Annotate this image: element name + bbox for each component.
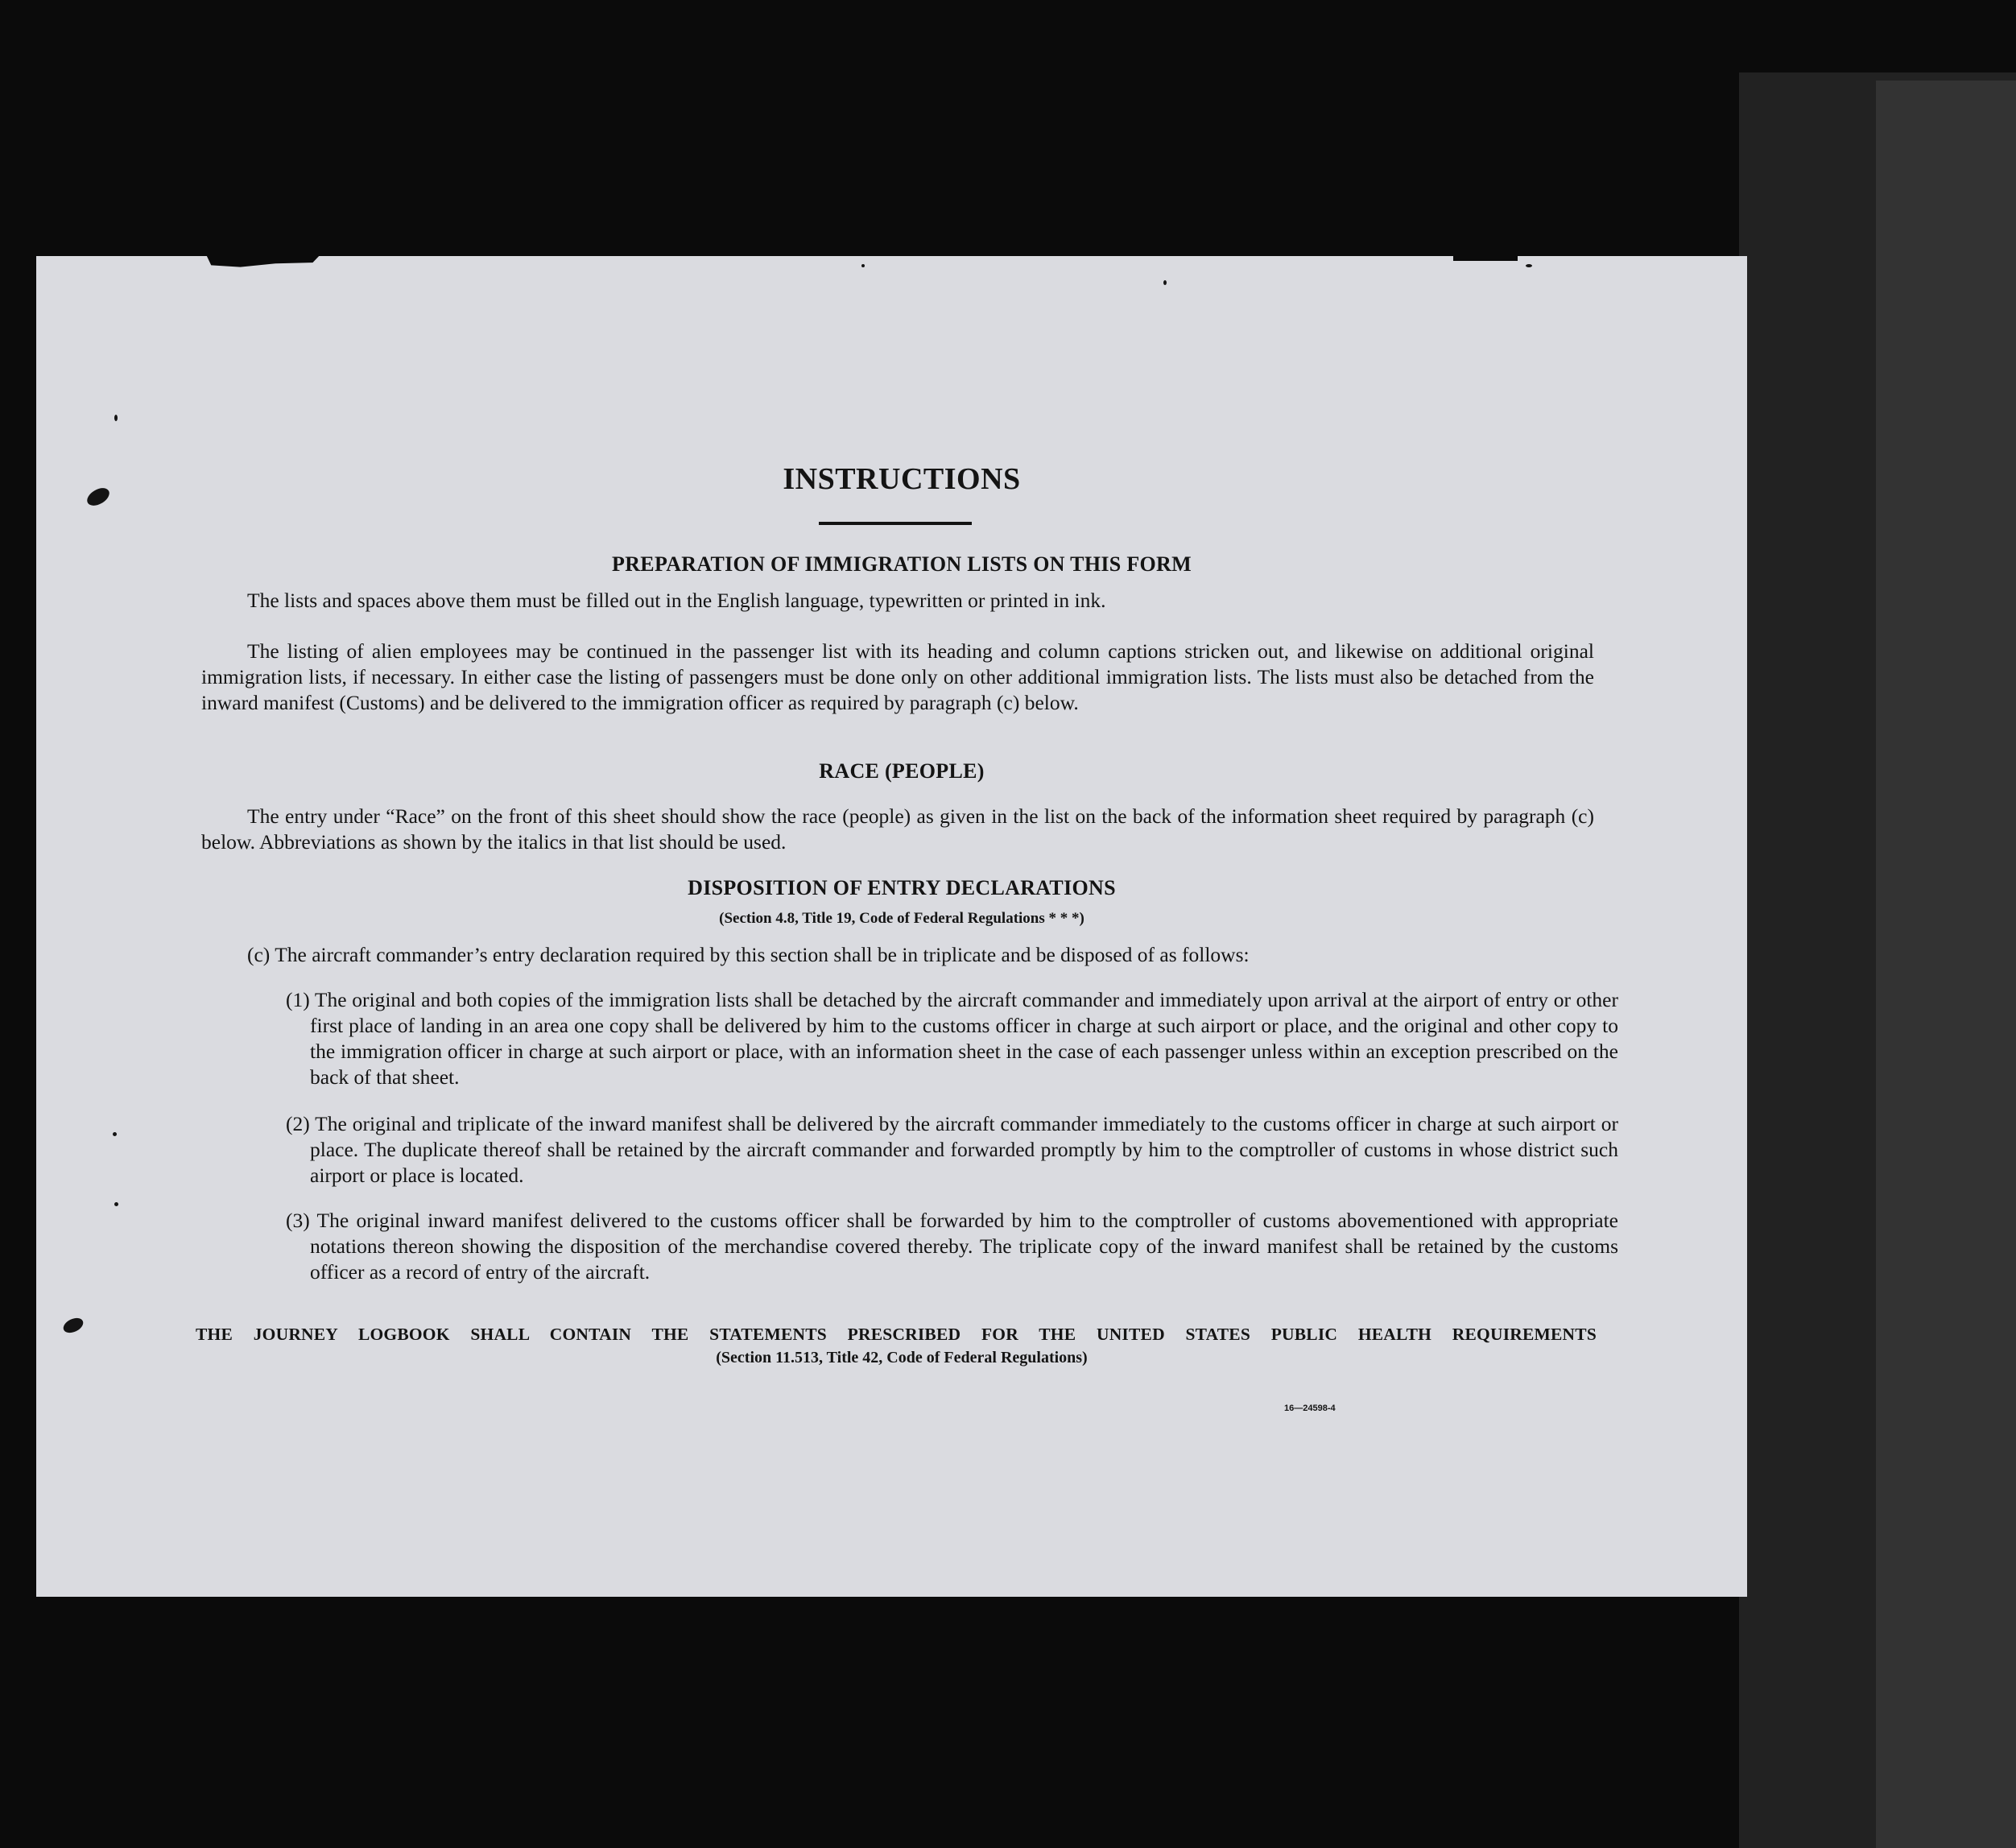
form-number: 16—24598-4 xyxy=(1284,1404,1336,1413)
ink-speck xyxy=(114,415,118,421)
paragraph: The listing of alien employees may be continued in the passenger list with its heading and column captions stricken out, and likewise on additional original immigration lists, if necessary. In either case the listing of passengers must be done only on other additional immigration lists. The lists must also be detached from the inward manifest (Customs) and be delivered to the immigration officer as required by paragraph (c) below. xyxy=(201,639,1594,714)
title-underline xyxy=(819,522,972,525)
section-heading-disposition: DISPOSITION OF ENTRY DECLARATIONS xyxy=(688,876,1116,899)
torn-edge xyxy=(1453,253,1518,261)
torn-edge xyxy=(205,253,322,271)
list-item: (3) The original inward manifest delivered to the customs officer shall be forwarded by him to the comptroller of customs abovementioned with appropriate notations thereon showing the disposition of the merchandise covered thereby. The triplicate copy of the inward manifest shall be retained by the customs officer as a record of entry of the aircraft. xyxy=(286,1209,1618,1284)
ink-speck xyxy=(861,264,865,267)
page-title: INSTRUCTIONS xyxy=(783,462,1021,496)
footer-statement: THE JOURNEY LOGBOOK SHALL CONTAIN THE STATEMENTS PRESCRIBED FOR THE UNITED STATES PUBLIC HEALTH REQUIREMENTS xyxy=(196,1325,1597,1344)
section-heading-race: RACE (PEOPLE) xyxy=(819,759,985,783)
paragraph: The entry under “Race” on the front of this sheet should show the race (people) as given in the list on the back of the information sheet required by paragraph (c) below. Abbreviations as shown by the italics in that list should be used. xyxy=(201,804,1594,854)
paragraph: The lists and spaces above them must be filled out in the English language, typewritten or printed in ink. xyxy=(247,589,1106,612)
ink-speck xyxy=(61,1315,85,1335)
document-sheet xyxy=(36,256,1747,1597)
ink-speck xyxy=(113,1132,117,1136)
ink-speck xyxy=(1163,280,1167,285)
list-item: (1) The original and both copies of the immigration lists shall be detached by the aircraft commander and immediately upon arrival at the airport of entry or other first place of landing in an area one copy shall be delivered by him to the customs officer in charge at such airport or place, and the original and other copy to the immigration officer in charge at such airport or place, with an information sheet in the case of each passenger unless within an exception prescribed on the back of that sheet. xyxy=(286,988,1618,1089)
list-item: (2) The original and triplicate of the inward manifest shall be delivered by the aircraft commander immediately to the customs officer in charge at such airport or place. The duplicate thereof shall be retained by the aircraft commander and forwarded promptly by him to the comptroller of customs in whose district such airport or place is located. xyxy=(286,1112,1618,1187)
section-heading-preparation: PREPARATION OF IMMIGRATION LISTS ON THIS FORM xyxy=(612,552,1192,576)
footer-citation: (Section 11.513, Title 42, Code of Federal Regulations) xyxy=(716,1349,1088,1366)
ink-speck xyxy=(1526,264,1532,267)
paragraph-intro: (c) The aircraft commander’s entry declaration required by this section shall be in triplicate and be disposed of as follows: xyxy=(247,943,1250,966)
scan-background-band xyxy=(1876,81,2016,1848)
ink-speck xyxy=(114,1202,118,1206)
section-citation: (Section 4.8, Title 19, Code of Federal Regulations * * *) xyxy=(719,910,1084,927)
